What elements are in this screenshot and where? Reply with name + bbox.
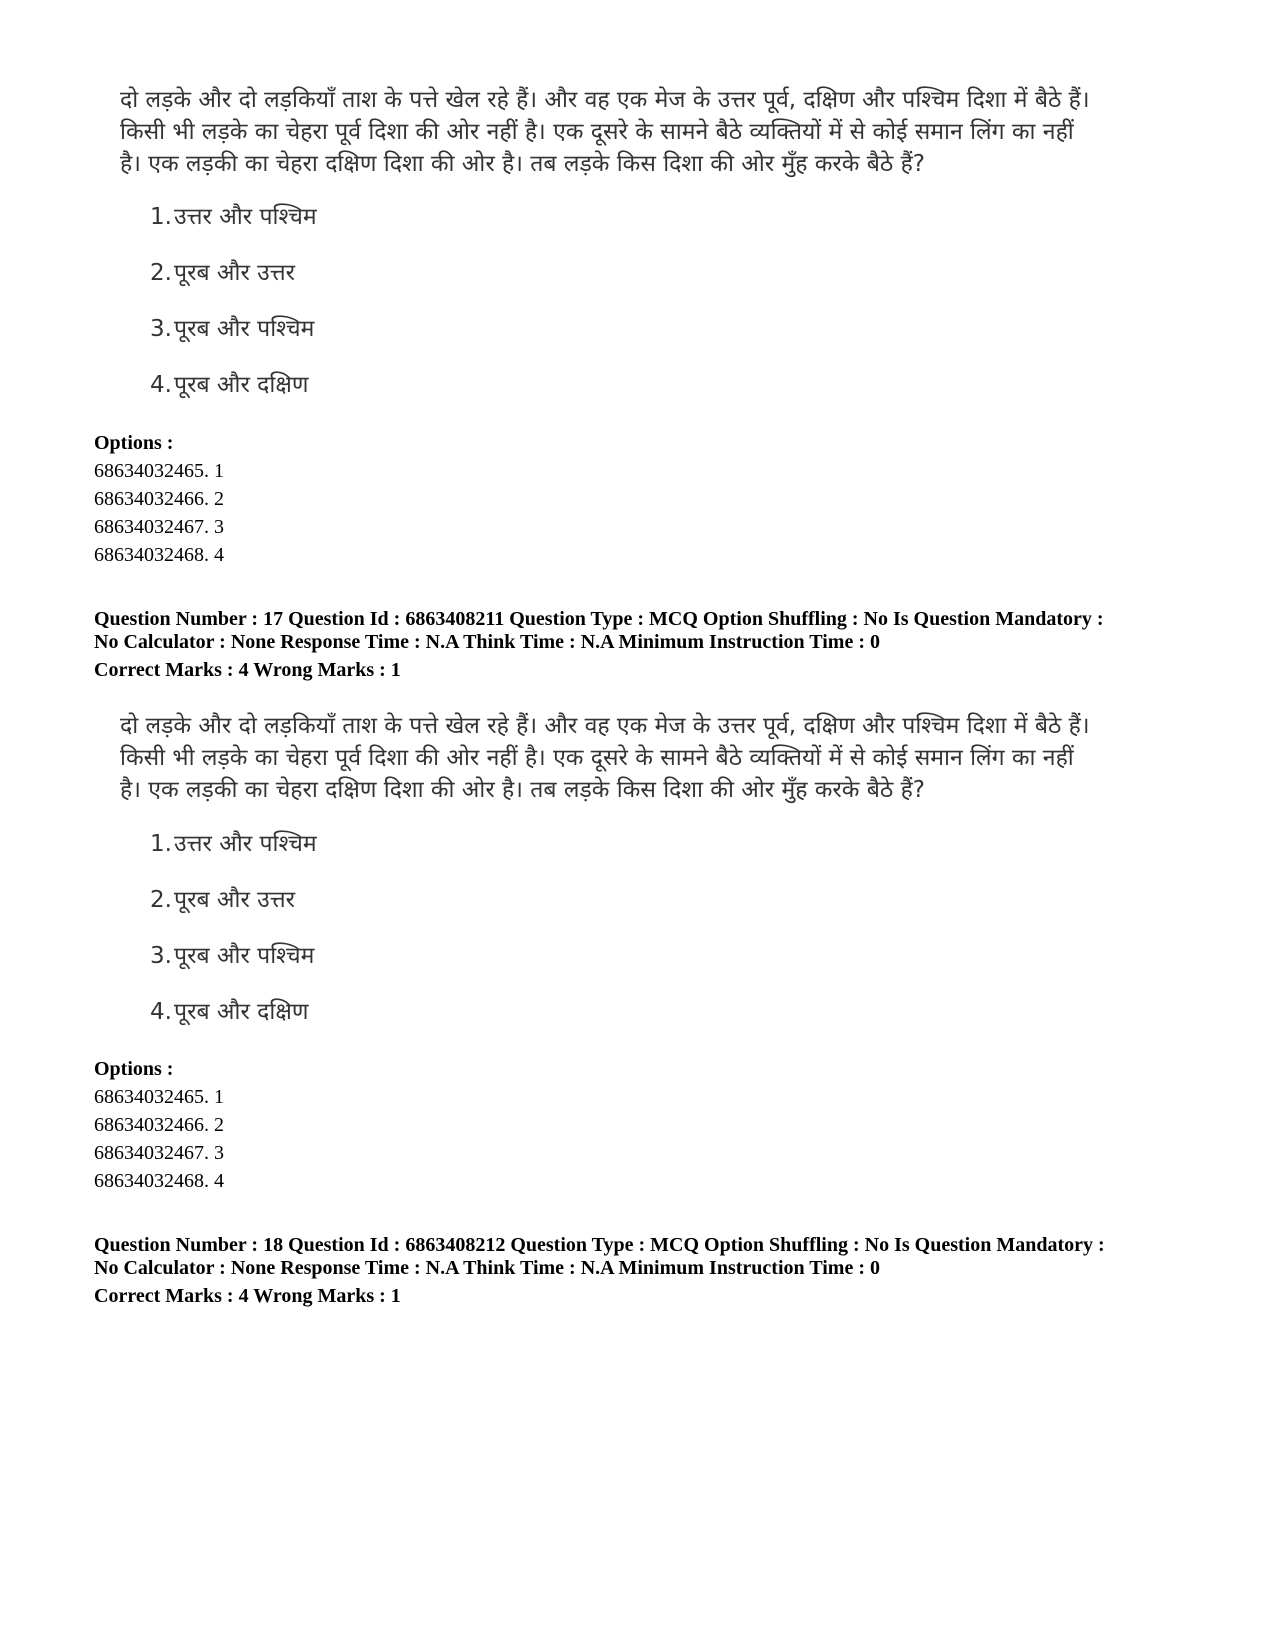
option-id-line: 68634032465. 1 — [94, 460, 224, 482]
option-id-line: 68634032466. 2 — [94, 488, 224, 510]
option-id-line: 68634032465. 1 — [94, 1086, 224, 1108]
choice-item — [150, 202, 317, 232]
question-text-line: किसी भी लड़के का चेहरा पूर्व दिशा की ओर नहीं है। एक दूसरे के सामने बैठे व्यक्तियों में से कोई समान लिंग का नहीं — [120, 119, 1074, 145]
choice-item — [150, 258, 295, 288]
option-id-line: 68634032468. 4 — [94, 1170, 224, 1192]
choice-item — [150, 314, 314, 344]
choice-item — [150, 370, 308, 400]
choice-number: 2. — [150, 887, 172, 913]
question-text-line: किसी भी लड़के का चेहरा पूर्व दिशा की ओर नहीं है। एक दूसरे के सामने बैठे व्यक्तियों में से कोई समान लिंग का नहीं — [120, 745, 1074, 771]
question-marks: Correct Marks : 4 Wrong Marks : 1 — [94, 659, 401, 681]
choice-item — [150, 941, 314, 971]
choice-text: पूरब और दक्षिण — [174, 999, 309, 1025]
option-id-line: 68634032467. 3 — [94, 1142, 224, 1164]
choice-number: 3. — [150, 943, 172, 969]
choice-text: उत्तर और पश्चिम — [174, 204, 317, 230]
choice-text: पूरब और पश्चिम — [174, 943, 315, 969]
option-id-line: 68634032467. 3 — [94, 516, 224, 538]
question-text-line: है। एक लड़की का चेहरा दक्षिण दिशा की ओर है। तब लड़के किस दिशा की ओर मुँह करके बैठे हैं? — [120, 777, 926, 803]
option-id-line: 68634032468. 4 — [94, 544, 224, 566]
choice-number: 2. — [150, 260, 172, 286]
choice-text: उत्तर और पश्चिम — [174, 831, 317, 857]
question-marks: Correct Marks : 4 Wrong Marks : 1 — [94, 1285, 401, 1307]
choice-item — [150, 829, 317, 859]
question-text-line: दो लड़के और दो लड़कियाँ ताश के पत्ते खेल रहे हैं। और वह एक मेज के उत्तर पूर्व, दक्षिण और पश्चिम दिशा में बैठे हैं। — [120, 713, 1090, 739]
choice-number: 1. — [150, 204, 172, 230]
choice-number: 3. — [150, 316, 172, 342]
question-text-line: दो लड़के और दो लड़कियाँ ताश के पत्ते खेल रहे हैं। और वह एक मेज के उत्तर पूर्व, दक्षिण और पश्चिम दिशा में बैठे हैं। — [120, 87, 1090, 113]
choice-number: 4. — [150, 372, 172, 398]
choice-text: पूरब और पश्चिम — [174, 316, 315, 342]
choice-number: 1. — [150, 831, 172, 857]
question-meta-line: No Calculator : None Response Time : N.A Think Time : N.A Minimum Instruction Time : 0 — [94, 1257, 880, 1279]
options-label: Options : — [94, 432, 174, 454]
choice-text: पूरब और दक्षिण — [174, 372, 309, 398]
question-text-block — [120, 84, 1180, 180]
question-text-block — [120, 710, 1180, 806]
question-meta-line: Question Number : 17 Question Id : 6863408211 Question Type : MCQ Option Shuffling : No Is Question Mandatory : — [94, 608, 1104, 630]
question-meta-line: Question Number : 18 Question Id : 6863408212 Question Type : MCQ Option Shuffling : No Is Question Mandatory : — [94, 1234, 1105, 1256]
question-meta-line: No Calculator : None Response Time : N.A Think Time : N.A Minimum Instruction Time : 0 — [94, 631, 880, 653]
question-text-line: है। एक लड़की का चेहरा दक्षिण दिशा की ओर है। तब लड़के किस दिशा की ओर मुँह करके बैठे हैं? — [120, 151, 926, 177]
choice-number: 4. — [150, 999, 172, 1025]
choice-text: पूरब और उत्तर — [174, 887, 296, 913]
option-id-line: 68634032466. 2 — [94, 1114, 224, 1136]
options-label: Options : — [94, 1058, 174, 1080]
choice-text: पूरब और उत्तर — [174, 260, 296, 286]
choice-item — [150, 997, 308, 1027]
choice-item — [150, 885, 295, 915]
